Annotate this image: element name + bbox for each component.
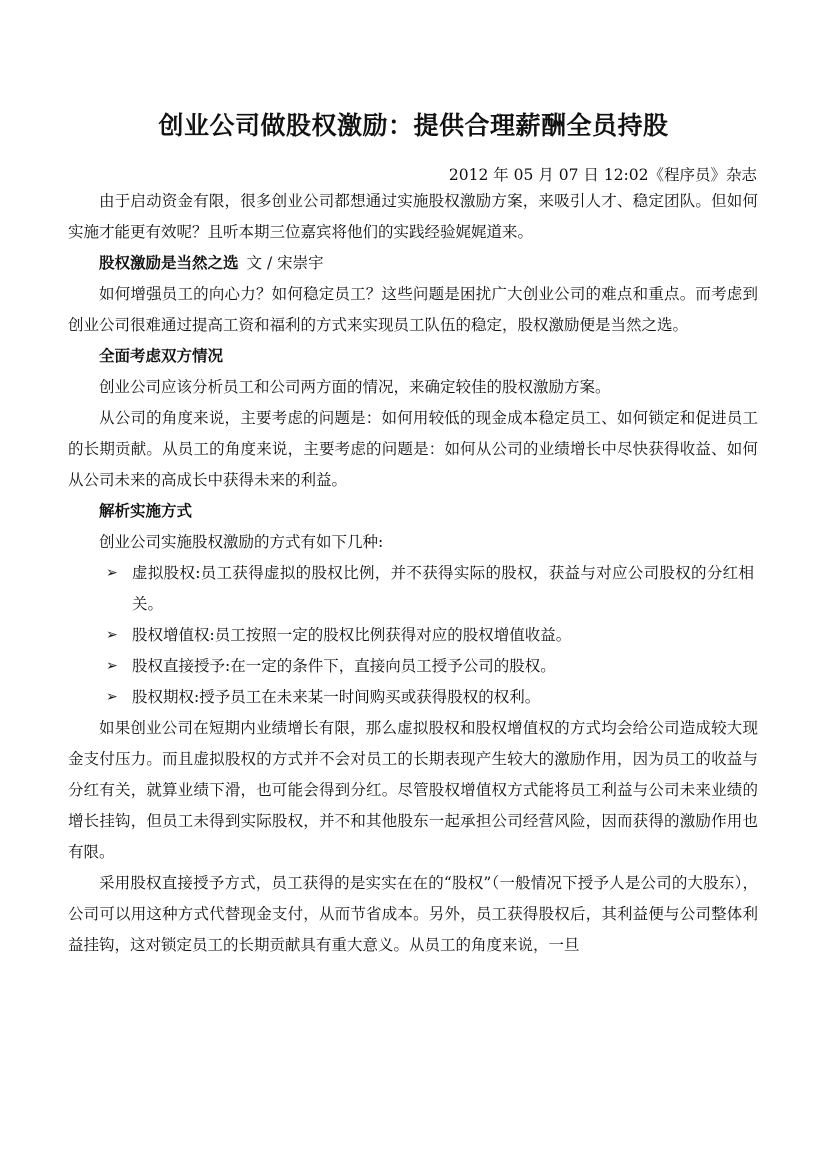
paragraph: 创业公司应该分析员工和公司两方面的情况，来确定较佳的股权激励方案。	[99, 378, 611, 396]
arrow-bullet-icon: ➢	[106, 627, 118, 643]
paragraph: 从公司的角度来说，主要考虑的问题是：如何用较低的现金成本稳定员工、如何锁定和促进员工的长期贡献。从员工的角度来说，主要考虑的问题是：如何从公司的业绩增长中尽快获得收益、如何从公司未来的高成长中获得未来的利益。	[68, 409, 758, 489]
section-heading: 解析实施方式	[99, 502, 193, 520]
section-heading-text: 股权激励是当然之选	[99, 254, 239, 272]
paragraph: 如何增强员工的向心力？如何稳定员工？这些问题是困扰广大创业公司的难点和重点。而考虑到创业公司很难通过提高工资和福利的方式来实现员工队伍的稳定，股权激励便是当然之选。	[68, 285, 758, 334]
arrow-bullet-icon: ➢	[106, 689, 118, 705]
paragraph: 如果创业公司在短期内业绩增长有限，那么虚拟股权和股权增值权的方式均会给公司造成较大现金支付压力。而且虚拟股权的方式并不会对员工的长期表现产生较大的激励作用，因为员工的收益与分红有关，就算业绩下滑，也可能会得到分红。尽管股权增值权方式能将员工利益与公司未来业绩的增长挂钩，但员工未得到实际股权，并不和其他股东一起承担公司经营风险，因而获得的激励作用也有限。	[68, 719, 758, 861]
article-dateline: 2012 年 05 月 07 日 12:02《程序员》杂志	[448, 166, 757, 184]
author-byline: 文 / 宋崇宇	[246, 254, 324, 272]
incentive-methods-list	[68, 558, 758, 713]
list-item-text: 股权增值权:员工按照一定的股权比例获得对应的股权增值收益。	[132, 626, 572, 644]
list-item	[68, 620, 758, 651]
list-item	[68, 682, 758, 713]
list-item	[68, 651, 758, 682]
list-item	[68, 558, 758, 620]
article-body	[68, 186, 758, 961]
list-item-text: 股权直接授予:在一定的条件下，直接向员工授予公司的股权。	[132, 657, 556, 675]
paragraph: 创业公司实施股权激励的方式有如下几种:	[99, 533, 384, 551]
arrow-bullet-icon: ➢	[106, 658, 118, 674]
section-heading	[68, 248, 758, 279]
section-heading: 全面考虑双方情况	[99, 347, 224, 365]
paragraph: 采用股权直接授予方式，员工获得的是实实在在的“股权”（一般情况下授予人是公司的大股东），公司可以用这种方式代替现金支付，从而节省成本。另外，员工获得股权后，其利益便与公司整体利益挂钩，这对锁定员工的长期贡献具有重大意义。从员工的角度来说，一旦	[68, 874, 758, 954]
list-item-text: 虚拟股权:员工获得虚拟的股权比例，并不获得实际的股权，获益与对应公司股权的分红相关。	[132, 564, 754, 613]
intro-paragraph: 由于启动资金有限，很多创业公司都想通过实施股权激励方案，来吸引人才、稳定团队。但如何实施才能更有效呢？且听本期三位嘉宾将他们的实践经验娓娓道来。	[68, 192, 758, 241]
article-title: 创业公司做股权激励：提供合理薪酬全员持股	[158, 111, 669, 140]
arrow-bullet-icon: ➢	[106, 565, 118, 581]
list-item-text: 股权期权:授予员工在未来某一时间购买或获得股权的权利。	[132, 688, 541, 706]
